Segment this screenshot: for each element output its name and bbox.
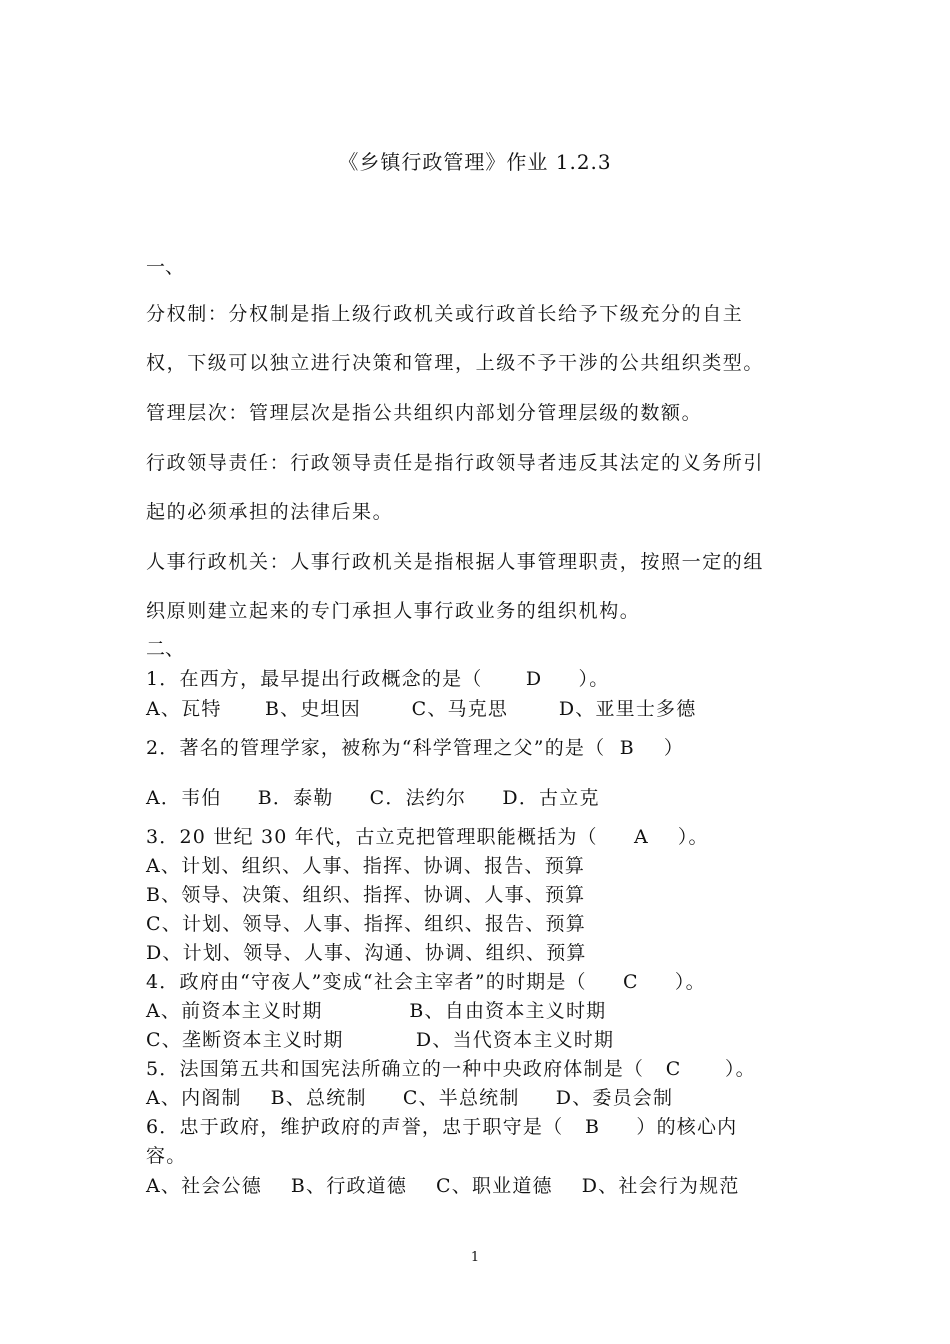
question-line: 1．在西方，最早提出行政概念的是（ D ）。 <box>146 668 610 690</box>
option-line: A、前资本主义时期 B、自由资本主义时期 <box>146 1000 607 1022</box>
section-heading-1: 一、 <box>146 256 185 278</box>
question-line: 3．20 世纪 30 年代，古立克把管理职能概括为（ A ）。 <box>146 826 709 848</box>
option-line: C、垄断资本主义时期 D、当代资本主义时期 <box>146 1029 615 1051</box>
definition-line: 管理层次：管理层次是指公共组织内部划分管理层级的数额。 <box>146 402 703 424</box>
question-line: 2．著名的管理学家，被称为“科学管理之父”的是（ B ） <box>146 737 685 759</box>
section-heading-2: 二、 <box>146 638 185 660</box>
option-line: A．韦伯 B．泰勒 C．法约尔 D．古立克 <box>146 787 600 809</box>
document-title: 《乡镇行政管理》作业 1.2.3 <box>338 150 612 174</box>
option-line: A、社会公德 B、行政道德 C、职业道德 D、社会行为规范 <box>146 1175 740 1197</box>
option-line: A、瓦特 B、史坦因 C、马克思 D、亚里士多德 <box>146 698 697 720</box>
question-line: 6．忠于政府，维护政府的声誉，忠于职守是（ B ）的核心内 <box>146 1116 738 1138</box>
definition-line: 起的必须承担的法律后果。 <box>146 501 394 523</box>
definition-line: 织原则建立起来的专门承担人事行政业务的组织机构。 <box>146 600 641 622</box>
page-number: 1 <box>470 1250 480 1265</box>
option-line: A、计划、组织、人事、指挥、协调、报告、预算 <box>146 855 586 877</box>
question-line: 容。 <box>146 1145 187 1167</box>
question-line: 4．政府由“守夜人”变成“社会主宰者”的时期是（ C ）。 <box>146 971 706 993</box>
definition-line: 行政领导责任：行政领导责任是指行政领导者违反其法定的义务所引 <box>146 452 765 474</box>
question-line: 5．法国第五共和国宪法所确立的一种中央政府体制是（ C ）。 <box>146 1058 756 1080</box>
definition-line: 分权制：分权制是指上级行政机关或行政首长给予下级充分的自主 <box>146 303 744 325</box>
option-line: D、计划、领导、人事、沟通、协调、组织、预算 <box>146 942 587 964</box>
option-line: C、计划、领导、人事、指挥、组织、报告、预算 <box>146 913 586 935</box>
option-line: B、领导、决策、组织、指挥、协调、人事、预算 <box>146 884 586 906</box>
definition-line: 权，下级可以独立进行决策和管理，上级不予干涉的公共组织类型。 <box>146 352 765 374</box>
option-line: A、内阁制 B、总统制 C、半总统制 D、委员会制 <box>146 1087 674 1109</box>
definition-line: 人事行政机关：人事行政机关是指根据人事管理职责，按照一定的组 <box>146 551 765 573</box>
